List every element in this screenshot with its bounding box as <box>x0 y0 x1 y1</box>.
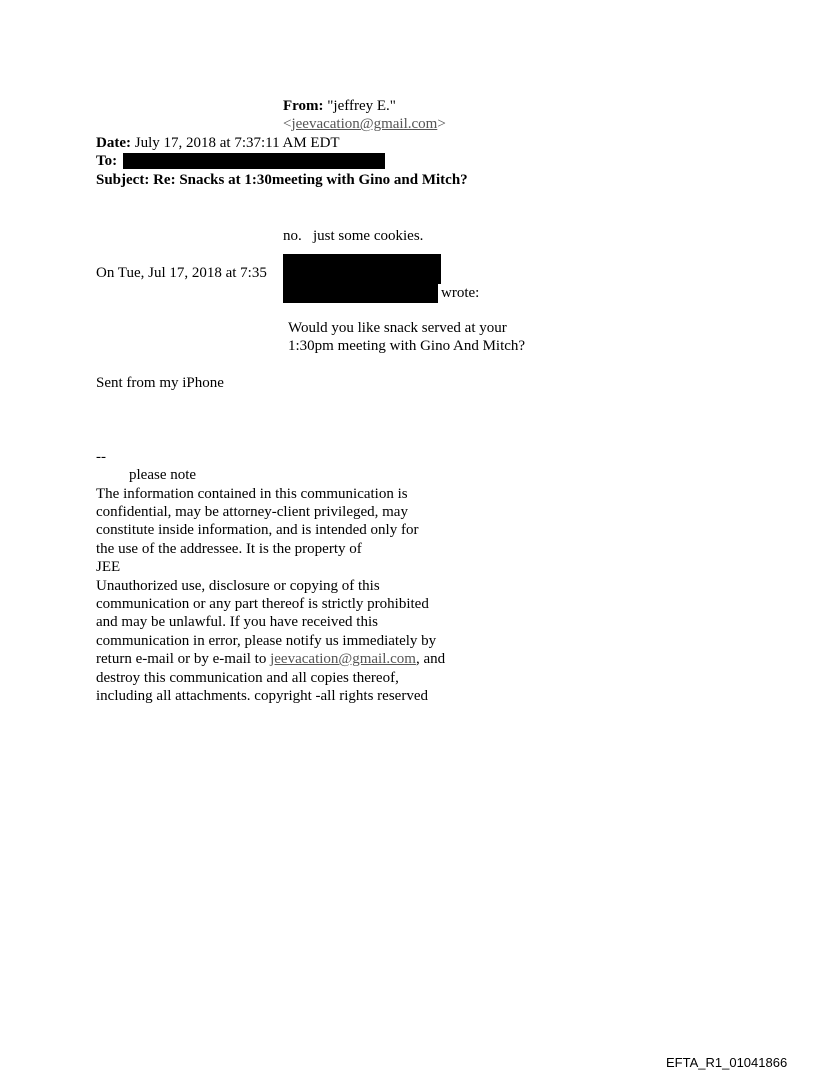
date-line <box>96 134 340 152</box>
return-email-link[interactable]: jeevacation@gmail.com <box>270 651 416 667</box>
disclaimer-line-6: Unauthorized use, disclosure or copying of this <box>96 578 380 594</box>
disclaimer-line-4: the use of the addressee. It is the property of <box>96 541 362 557</box>
date-value: July 17, 2018 at 7:37:11 AM EDT <box>134 135 340 151</box>
quote-wrote: wrote: <box>441 285 480 301</box>
sender-redaction-top <box>283 254 441 284</box>
to-line <box>96 152 117 170</box>
signature-dashes: -- <box>96 449 106 465</box>
from-label: From: <box>283 98 324 114</box>
disclaimer-line-9: communication in error, please notify us immediately by <box>96 633 437 649</box>
from-email-link[interactable]: jeevacation@gmail.com <box>291 116 438 132</box>
reply-text: no. just some cookies. <box>283 228 424 244</box>
from-line <box>283 97 396 115</box>
date-label: Date: <box>96 135 131 151</box>
sent-from: Sent from my iPhone <box>96 375 224 391</box>
quote-intro: On Tue, Jul 17, 2018 at 7:35 <box>96 265 267 281</box>
return-prefix: return e-mail or by e-mail to <box>96 651 271 667</box>
disclaimer-line-8: and may be unlawful. If you have received this <box>96 614 378 630</box>
from-email-open: < <box>283 116 292 132</box>
from-email-close: > <box>437 116 446 132</box>
subject-label: Subject: <box>96 172 150 188</box>
quoted-line-1: Would you like snack served at your <box>288 320 507 336</box>
disclaimer-line-3: constitute inside information, and is intended only for <box>96 522 419 538</box>
disclaimer-line-5: JEE <box>96 559 121 575</box>
subject-value: Re: Snacks at 1:30meeting with Gino and Mitch? <box>153 172 468 188</box>
document-id: EFTA_R1_01041866 <box>666 1055 788 1070</box>
from-name: "jeffrey E." <box>327 98 396 114</box>
disclaimer-line-10 <box>96 650 445 668</box>
disclaimer-line-11: destroy this communication and all copies thereof, <box>96 670 399 686</box>
from-email-line <box>283 115 446 133</box>
return-suffix: , and <box>415 651 446 667</box>
sender-redaction-bottom <box>283 282 438 303</box>
subject-line <box>96 171 468 189</box>
disclaimer-line-1: The information contained in this communication is <box>96 486 408 502</box>
disclaimer-line-12: including all attachments. copyright -all rights reserved <box>96 688 428 704</box>
disclaimer-line-7: communication or any part thereof is strictly prohibited <box>96 596 429 612</box>
signature-note: please note <box>129 467 197 483</box>
to-redaction <box>123 153 385 169</box>
disclaimer-line-2: confidential, may be attorney-client privileged, may <box>96 504 408 520</box>
to-label: To: <box>96 153 118 169</box>
quoted-line-2: 1:30pm meeting with Gino And Mitch? <box>288 338 526 354</box>
